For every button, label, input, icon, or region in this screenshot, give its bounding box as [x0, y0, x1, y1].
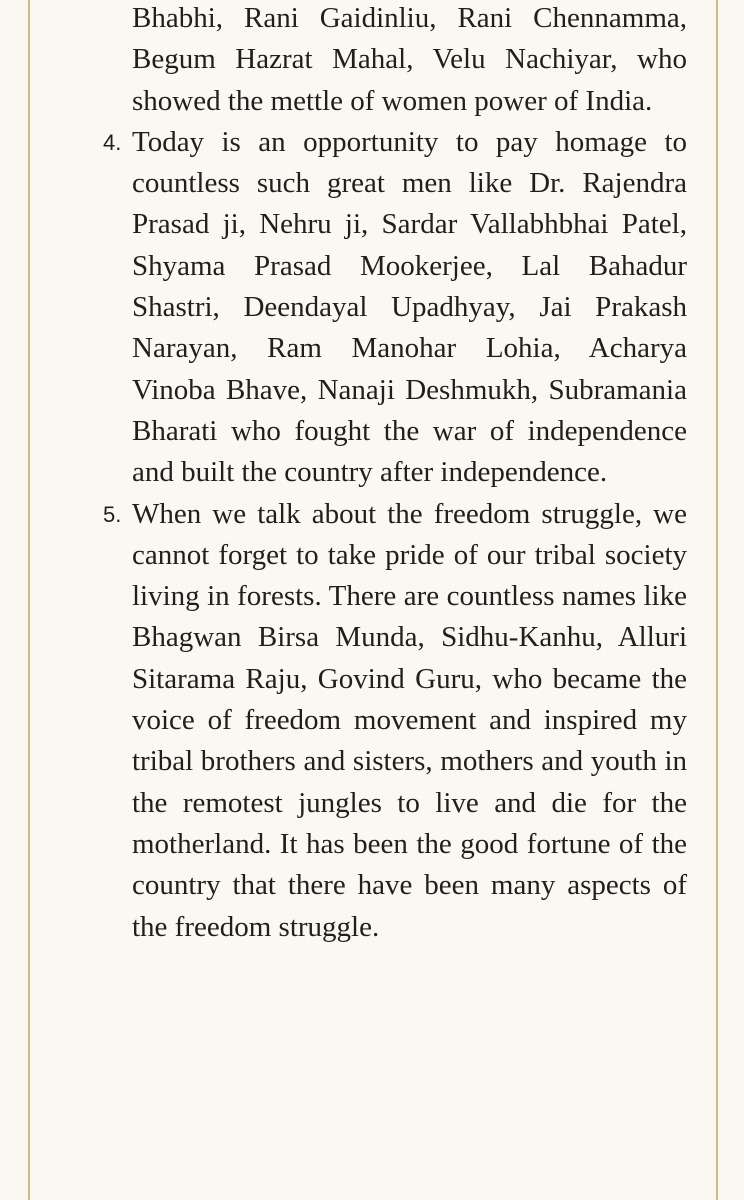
document-content	[103, 0, 687, 948]
list-item-3-continuation	[132, 0, 687, 122]
list-item-text: Today is an opportunity to pay homage to countless such great men like Dr. Rajendra Prasad ji, Nehru ji, Sardar Vallabhbhai Patel, Shyama Prasad Mookerjee, Lal Bahadur Shastri, Deendayal Upadhyay, Jai Prakash Narayan, Ram Manohar Lohia, Acharya Vinoba Bhave, Nanaji Deshmukh, Subramania Bharati who fought the war of independence and built the country after independence.	[132, 125, 687, 489]
left-border-line	[28, 0, 30, 1200]
list-item-number: 4.	[103, 129, 122, 155]
list-item-text: Bhabhi, Rani Gaidinliu, Rani Chennamma, Begum Hazrat Mahal, Velu Nachiyar, who showed the mettle of women power of India.	[132, 2, 687, 117]
list-item-number: 5.	[103, 501, 122, 527]
list-item-text: When we talk about the freedom struggle, we cannot forget to take pride of our tribal society living in forests. There are countless names like Bhagwan Birsa Munda, Sidhu-Kanhu, Alluri Sitarama Raju, Govind Guru, who became the voice of freedom movement and inspired my tribal brothers and sisters, mothers and youth in the remotest jungles to live and die for the motherland. It has been the good fortune of the country that there have been many aspects of the freedom struggle.	[132, 497, 687, 943]
right-border-line	[716, 0, 718, 1200]
list-item-5	[103, 494, 687, 948]
list-item-4	[103, 122, 687, 494]
